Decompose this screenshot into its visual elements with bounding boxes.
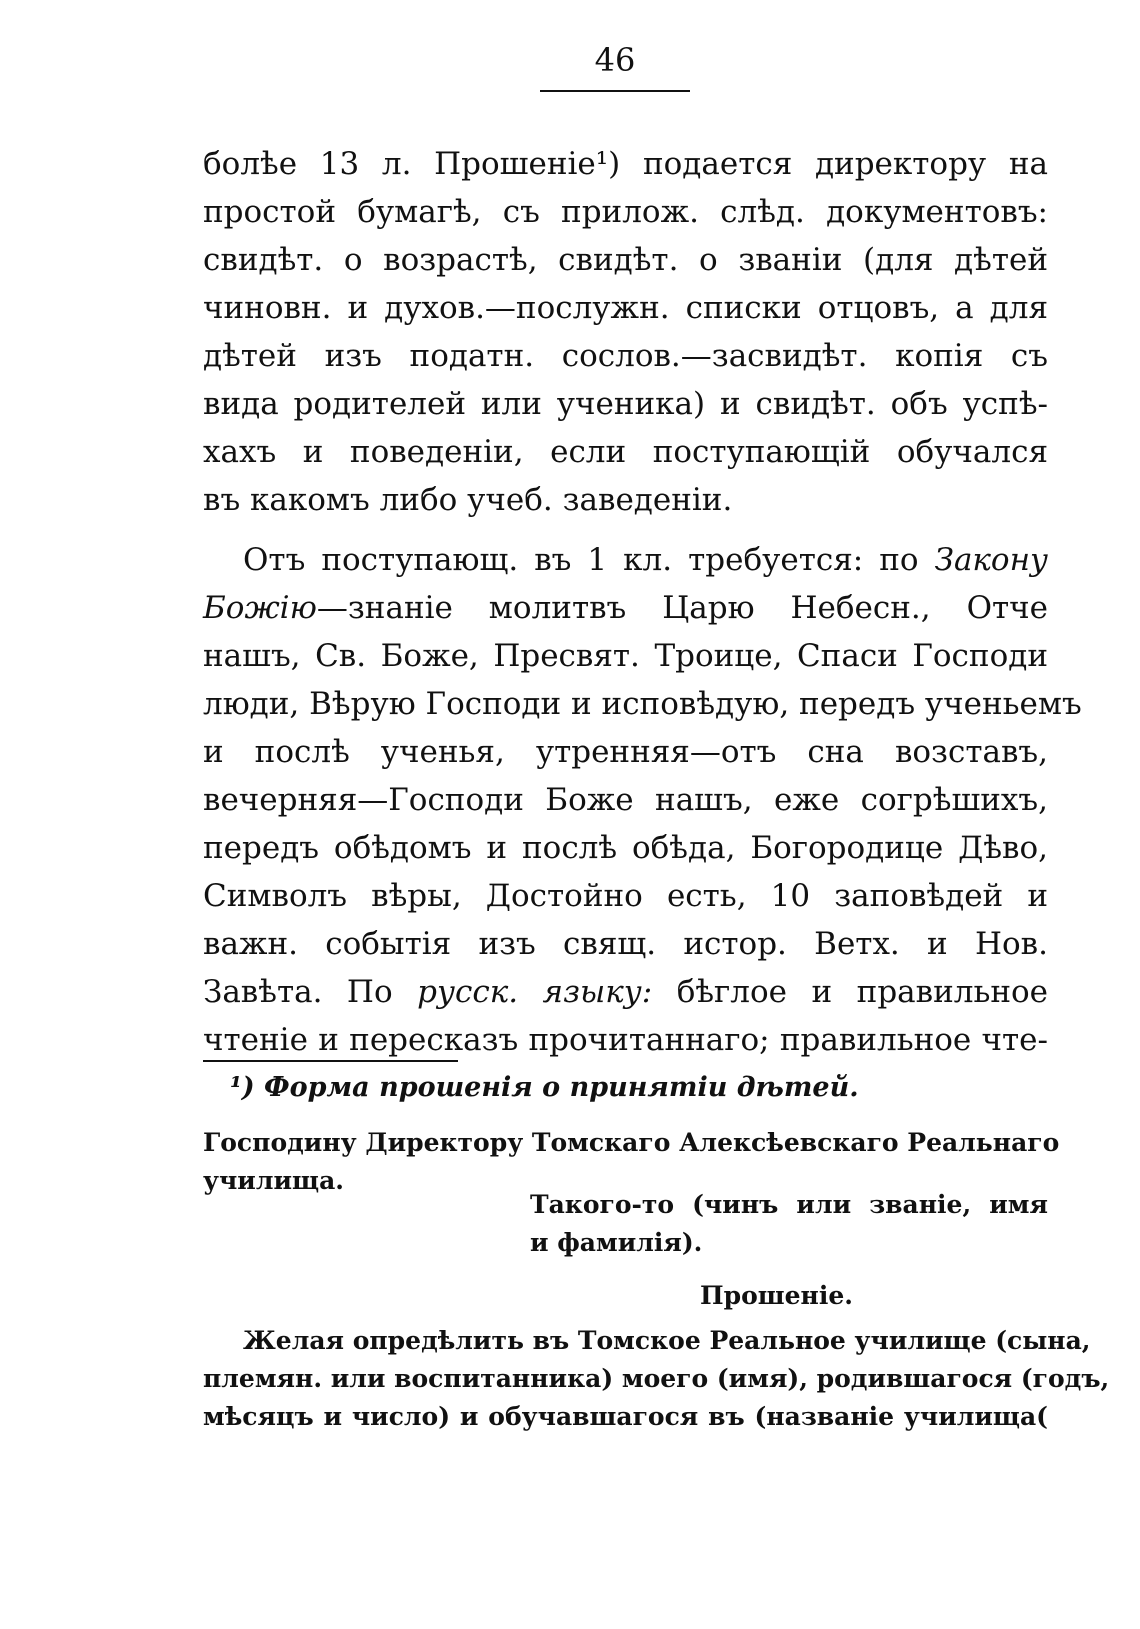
text-line: люди, Вѣрую Господи и исповѣдую, передъ ученьемъ xyxy=(203,686,1082,722)
footnote-title: ¹) Форма прошенія о принятіи дѣтей. xyxy=(230,1072,859,1103)
petition-sender xyxy=(530,1186,1048,1262)
text-line: и фамилія). xyxy=(530,1228,703,1257)
text-line: болѣе 13 л. Прошеніе¹) подается директору на xyxy=(203,146,1048,182)
text-line: Такого-то (чинъ или званіе, имя xyxy=(530,1190,1048,1219)
text-line: въ какомъ либо учеб. заведеніи. xyxy=(203,482,733,518)
page-number: 46 xyxy=(594,41,636,79)
text-line: нашъ, Св. Боже, Пресвят. Троице, Спаси Господи xyxy=(203,638,1048,674)
text-run: бѣглое и правильное xyxy=(652,974,1049,1010)
paragraph-admission-documents xyxy=(203,140,1048,524)
text-line: и послѣ ученья, утренняя—отъ сна возставъ, xyxy=(203,734,1048,770)
italic-run: русск. языку: xyxy=(417,974,653,1010)
text-run: —знаніе молитвъ Царю Небесн., Отче xyxy=(316,590,1048,626)
petition-heading: Прошеніе. xyxy=(700,1281,853,1310)
text-line: Символъ вѣры, Достойно есть, 10 заповѣдей и xyxy=(203,878,1048,914)
text-run: Отъ поступающ. въ 1 кл. требуется: по xyxy=(243,542,935,578)
paragraph-entrance-requirements xyxy=(203,536,1082,1064)
text-line: вечерняя—Господи Боже нашъ, еже согрѣшихъ, xyxy=(203,782,1048,818)
petition-body xyxy=(203,1322,1110,1436)
text-line xyxy=(203,968,1048,1016)
page-number-rule xyxy=(540,90,690,92)
text-line: училища. xyxy=(203,1166,344,1195)
text-line: мѣсяцъ и число) и обучавшагося въ (названіе училища( xyxy=(203,1402,1048,1431)
text-line xyxy=(203,584,1048,632)
text-line: важн. событія изъ свящ. истор. Ветх. и Нов. xyxy=(203,926,1048,962)
text-line: Господину Директору Томскаго Алексѣевскаго Реальнаго xyxy=(203,1128,1060,1157)
text-line: племян. или воспитанника) моего (имя), родившагося (годъ, xyxy=(203,1364,1110,1393)
text-line: дѣтей изъ податн. сослов.—засвидѣт. копія съ xyxy=(203,338,1048,374)
text-line: Желая опредѣлить въ Томское Реальное училище (сына, xyxy=(243,1326,1091,1355)
text-run: Завѣта. По xyxy=(203,974,418,1010)
text-line: свидѣт. о возрастѣ, свидѣт. о званіи (для дѣтей xyxy=(203,242,1048,278)
text-line: чиновн. и духов.—послужн. списки отцовъ, а для xyxy=(203,290,1048,326)
italic-run: Закону xyxy=(934,542,1048,578)
footnote-separator xyxy=(203,1060,458,1062)
text-line: простой бумагѣ, съ прилож. слѣд. документовъ: xyxy=(203,194,1048,230)
text-line: чтеніе и пересказъ прочитаннаго; правильное чте- xyxy=(203,1022,1048,1058)
text-line: вида родителей или ученика) и свидѣт. объ успѣ- xyxy=(203,386,1048,422)
text-line xyxy=(203,536,1048,584)
italic-run: Божію xyxy=(203,590,317,626)
text-line: хахъ и поведеніи, если поступающій обучался xyxy=(203,434,1048,470)
text-line: передъ обѣдомъ и послѣ обѣда, Богородице Дѣво, xyxy=(203,830,1048,866)
